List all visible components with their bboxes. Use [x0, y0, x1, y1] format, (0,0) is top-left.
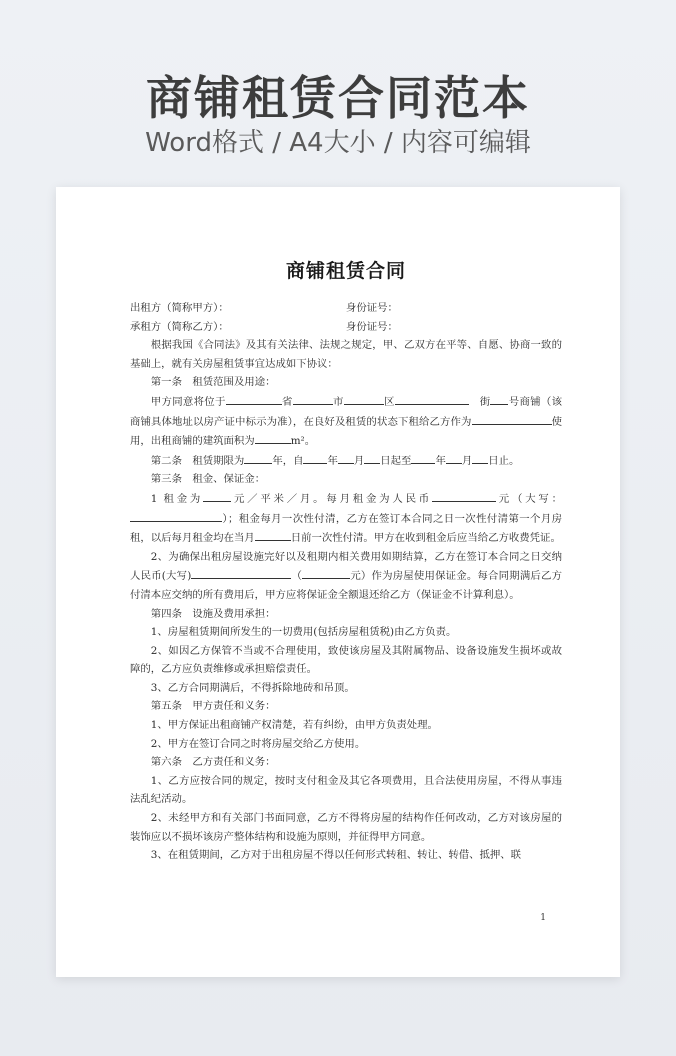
document-title: 商铺租赁合同	[285, 260, 406, 282]
article-2: 第二条 租赁期限为 年，自 年 月 日起至 年 月 日止。	[130, 451, 562, 471]
article-1-heading: 第一条 租赁范围及用途：	[150, 376, 276, 389]
article-6-clause-3: 3、在租赁期间，乙方对于出租房屋不得以任何形式转租、转让、转借、抵押、联	[150, 849, 522, 862]
page-number: 1	[540, 913, 546, 923]
banner-subtitle: Word格式 / A4大小 / 内容可编辑	[145, 128, 531, 158]
preamble: 根据我国《合同法》及其有关法律、法规之规定，甲、乙双方在平等、自愿、协商一致的基础上，就有关房屋租赁事宜达成如下协议：	[130, 339, 562, 370]
document-page	[56, 187, 620, 977]
lessor-label: 出租方（简称甲方）：	[130, 302, 229, 314]
lessee-row	[130, 318, 562, 337]
article-3-heading: 第三条 租金、保证金：	[150, 473, 266, 486]
article-6-clause-1: 1、乙方应按合同的规定，按时支付租金及其它各项费用，且合法使用房屋，不得从事违法乱纪活动。	[130, 774, 562, 806]
document-body	[130, 259, 562, 865]
article-4-clause-2: 2、如因乙方保管不当或不合理使用，致使该房屋及其附属物品、设备设施发生损坏或故障的，乙方应负责维修或承担赔偿责任。	[130, 644, 562, 676]
article-5-clause-1: 1、甲方保证出租商铺产权清楚，若有纠纷，由甲方负责处理。	[150, 719, 438, 732]
banner-title: 商铺租赁合同范本	[146, 71, 530, 125]
article-3-clause-2: 2、为确保出租房屋设施完好以及租期内相关费用如期结算，乙方在签订本合同之日交纳人民币(大写) （ 元）作为房屋使用保证金。每合同期满后乙方付清本应交纳的所有费用后，甲方应将保证金全额退还给乙方（保证金不计算利息）。	[130, 550, 563, 601]
article-1-body: 甲方同意将位于 省 市 区 街 号商铺（该商铺具体地址以房产证中标示为准），在良好及租赁的状态下租给乙方作为 使用，出租商铺的建筑面积为 m²。	[130, 392, 562, 451]
article-4-clause-3: 3、乙方合同期满后，不得拆除地砖和吊顶。	[150, 681, 355, 694]
article-6-heading: 第六条 乙方责任和义务：	[150, 756, 276, 769]
article-5-clause-2: 2、甲方在签订合同之时将房屋交给乙方使用。	[150, 737, 366, 750]
lessee-id-label: 身份证号：	[346, 320, 398, 333]
article-4-heading: 第四条 设施及费用承担：	[150, 607, 276, 620]
lessee-label: 承租方（简称乙方）：	[130, 320, 229, 333]
lessor-id-label: 身份证号：	[346, 302, 398, 314]
article-5-heading: 第五条 甲方责任和义务：	[150, 700, 276, 713]
article-3-clause-1: 1 租金为 元／平米／月。每月租金为人民币 元（大写：）；租金每月一次性付清，乙方在签订本合同之日一次性付清第一个月房租，以后每月租金均在当月 日前一次性付清。甲方在收到租金后应当给乙方收费凭证。	[130, 489, 562, 548]
article-6-clause-2: 2、未经甲方和有关部门书面同意，乙方不得将房屋的结构作任何改动，乙方对该房屋的装饰应以不损坏该房产整体结构和设施为原则，并征得甲方同意。	[130, 812, 562, 843]
article-4-clause-1: 1、房屋租赁期间所发生的一切费用(包括房屋租赁税)由乙方负责。	[150, 626, 457, 639]
lessor-row	[130, 299, 562, 318]
